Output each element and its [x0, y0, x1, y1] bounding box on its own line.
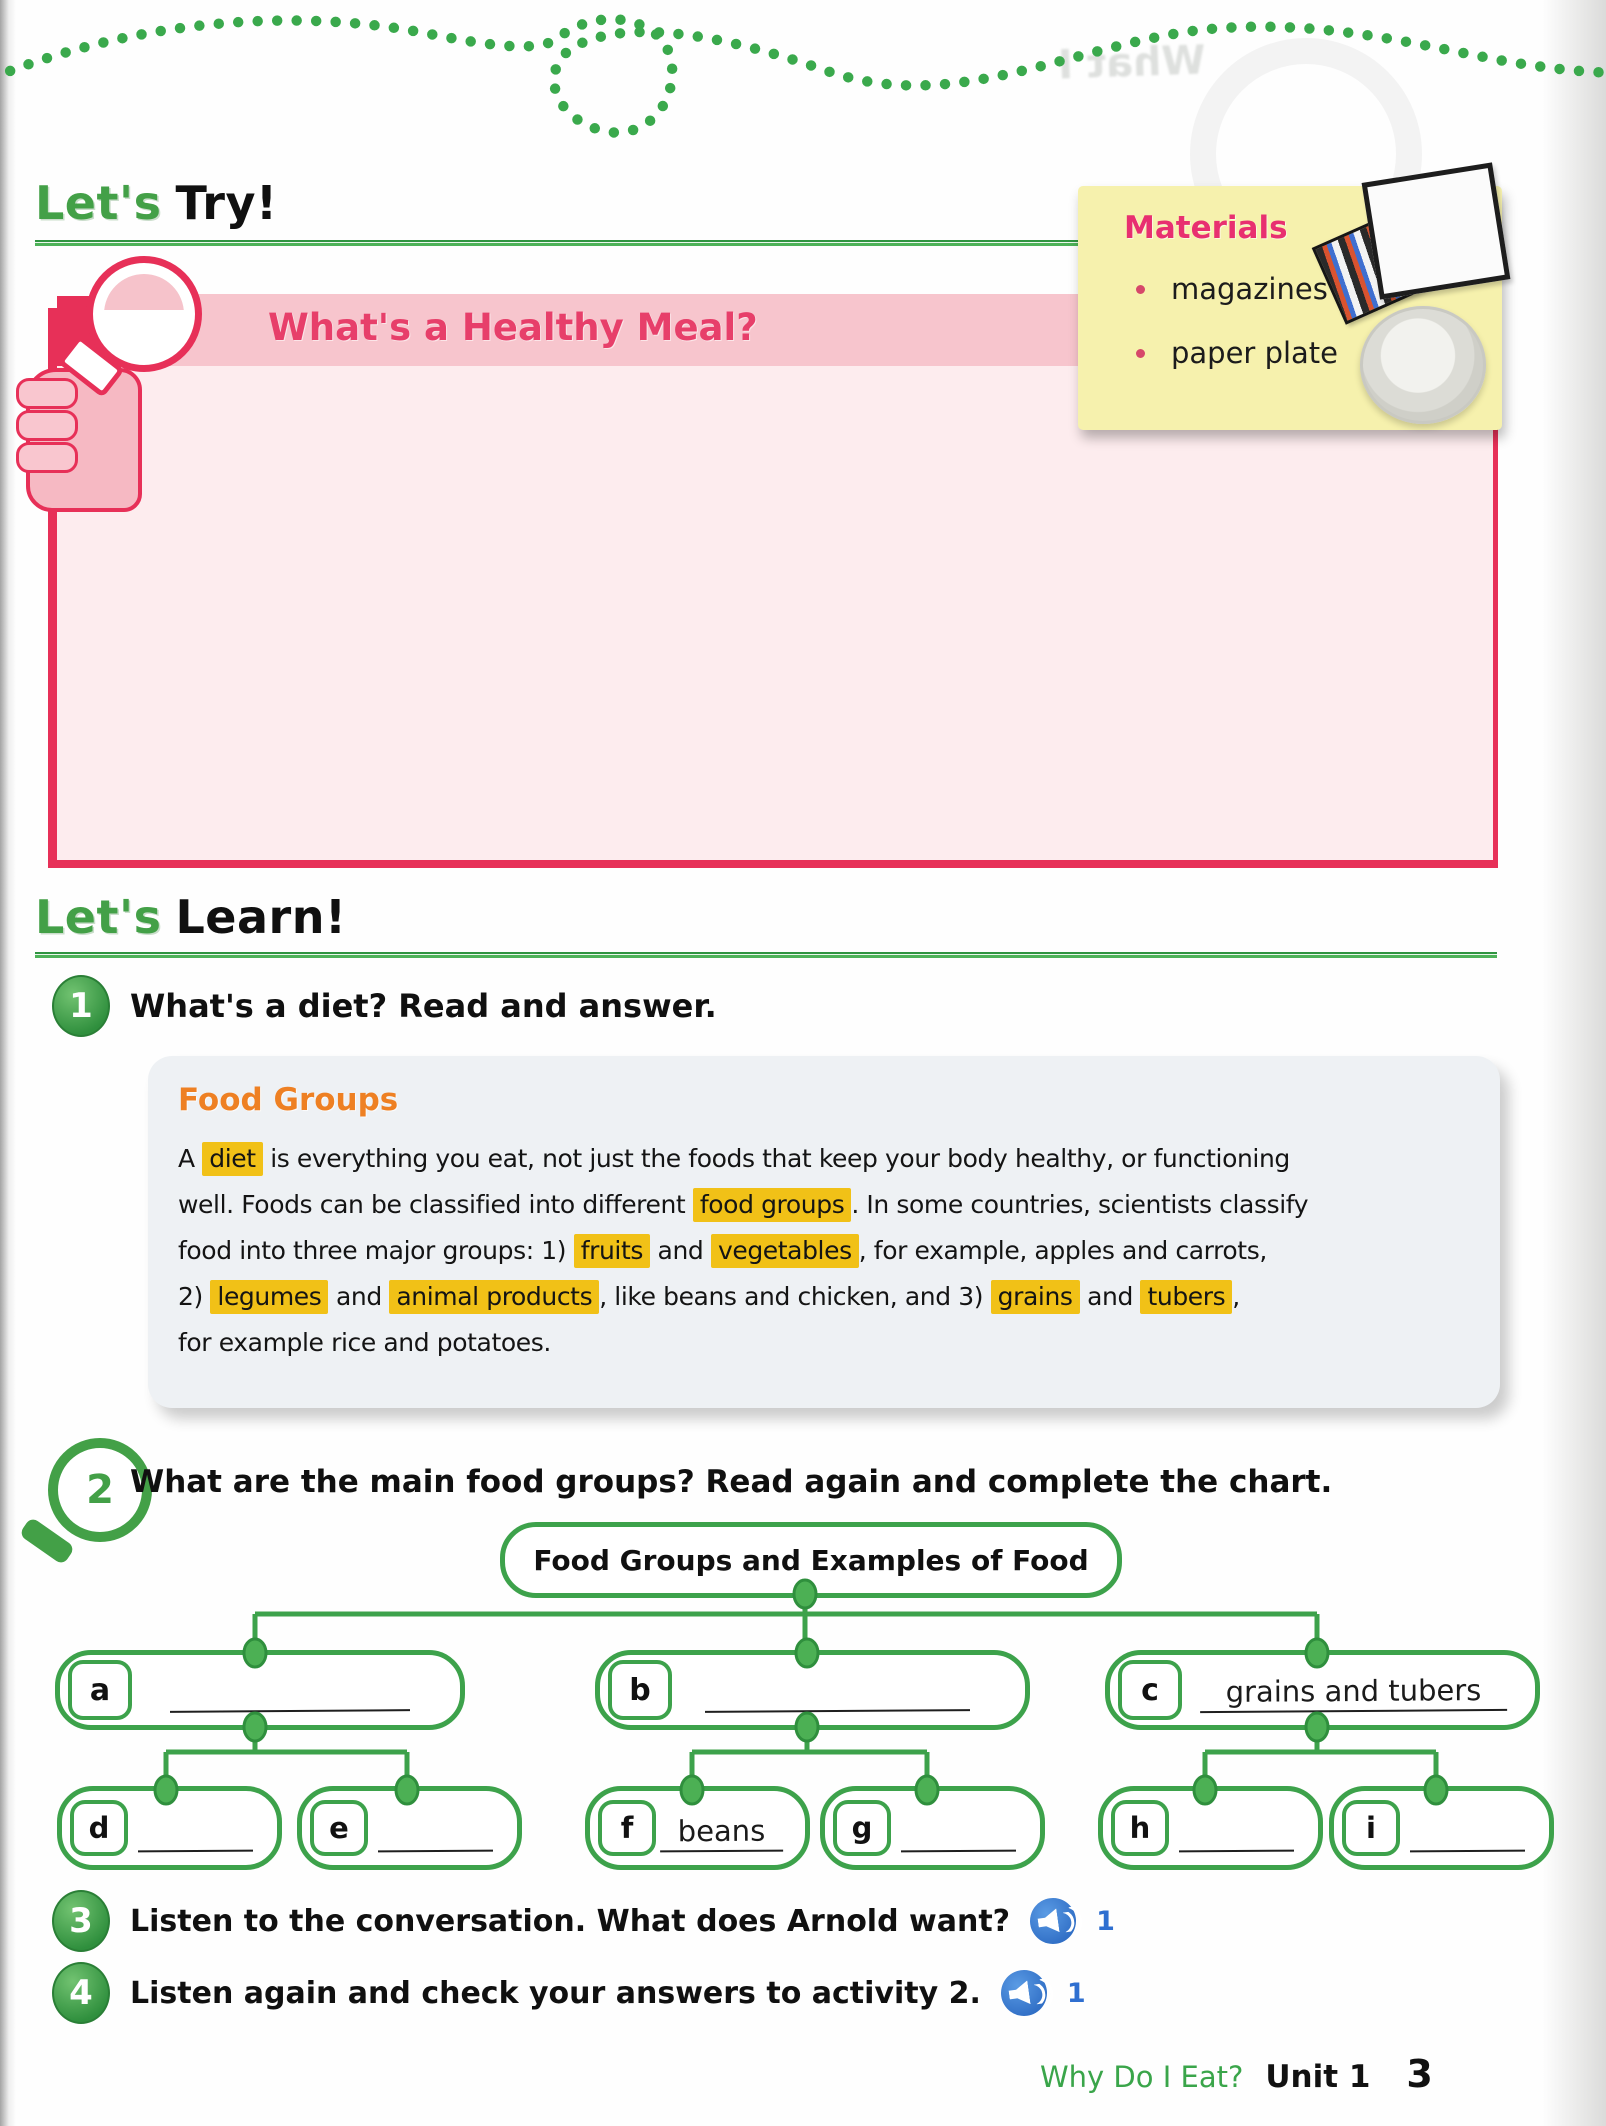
materials-item-row — [1136, 336, 1338, 370]
reading-line: well. Foods can be classified into different food groups . In some countries, scientists classify — [178, 1182, 1474, 1228]
chart-box-a — [55, 1650, 465, 1730]
chart-blank-a[interactable] — [170, 1707, 410, 1713]
materials-item-row — [1136, 272, 1328, 306]
reading-line: for example rice and potatoes. — [178, 1328, 551, 1357]
chart-box-letter: f — [598, 1800, 656, 1856]
materials-item: paper plate — [1171, 336, 1339, 370]
chart-box-d — [57, 1786, 282, 1870]
activity-4-row — [52, 1962, 1086, 2024]
footer-unit-label: Unit 1 — [1265, 2059, 1371, 2095]
finger-shape — [16, 410, 78, 441]
chart-blank-d[interactable] — [138, 1848, 253, 1853]
chart-title: Food Groups and Examples of Food — [500, 1522, 1122, 1598]
chart-blank-b[interactable] — [705, 1707, 970, 1713]
activity-title: What's a Healthy Meal? — [268, 306, 758, 349]
chart-box-letter: c — [1118, 1660, 1182, 1720]
lets-try-heading — [35, 176, 277, 230]
activity-number-badge: 3 — [52, 1890, 110, 1952]
reading-line: 2) legumes and animal products , like beans and chicken, and 3) grains and tubers , — [178, 1274, 1474, 1320]
chart-box-letter: a — [68, 1660, 132, 1720]
materials-title: Materials — [1124, 210, 1288, 246]
chart-box-g — [820, 1786, 1045, 1870]
activity-3-text: Listen to the conversation. What does Arnold want? — [130, 1903, 1011, 1939]
chart-box-h — [1098, 1786, 1323, 1870]
chart-blank-c[interactable]: grains and tubers — [1200, 1673, 1507, 1713]
activity-2-text: What are the main food groups? Read again and complete the chart. — [130, 1464, 1333, 1500]
finger-shape — [16, 378, 78, 409]
dotted-wave-decoration — [0, 0, 1606, 170]
lets-learn-rule — [35, 952, 1497, 958]
magnifier-hand-icon — [24, 250, 234, 520]
magazines-image — [1318, 170, 1508, 320]
chart-box-f — [585, 1786, 810, 1870]
reading-line: food into three major groups: 1) fruits and vegetables , for example, apples and carrots, — [178, 1228, 1474, 1274]
reading-passage-box — [148, 1056, 1500, 1408]
magazine-sheet-shape — [1362, 162, 1511, 299]
activity-4-text: Listen again and check your answers to activity 2. — [130, 1975, 981, 2011]
chart-box-letter: h — [1111, 1800, 1169, 1856]
materials-item: magazines — [1171, 272, 1328, 306]
speaker-icon — [1037, 1908, 1060, 1935]
bullet-dot — [1136, 349, 1145, 358]
chart-blank-h[interactable] — [1179, 1848, 1294, 1853]
lets-try-rule — [35, 240, 1093, 246]
reading-body — [178, 1136, 1474, 1366]
page-spine-shadow — [0, 0, 16, 2126]
bleed-through-watermark: What I — [1057, 37, 1207, 89]
audio-play-button[interactable] — [1027, 1895, 1079, 1947]
paper-plate-image — [1360, 306, 1486, 424]
lets-try-heading-black: Try! — [175, 176, 278, 230]
audio-track-number: 1 — [1096, 1905, 1115, 1937]
chart-box-letter: e — [310, 1800, 368, 1856]
activity-1-row — [52, 975, 717, 1037]
chart-box-letter: i — [1342, 1800, 1400, 1856]
footer-lesson-title: Why Do I Eat? — [1040, 2060, 1244, 2094]
chart-blank-f[interactable]: beans — [660, 1814, 783, 1853]
chart-box-c — [1105, 1650, 1540, 1730]
finger-shape — [16, 442, 78, 473]
magnifier-lens — [86, 256, 202, 372]
chart-blank-i[interactable] — [1410, 1848, 1525, 1853]
chart-box-i — [1329, 1786, 1554, 1870]
activity-number-badge: 4 — [52, 1962, 110, 2024]
activity-number-badge: 1 — [52, 975, 110, 1037]
reading-line: A diet is everything you eat, not just the foods that keep your body healthy, or functioning — [178, 1136, 1474, 1182]
chart-box-letter: g — [833, 1800, 891, 1856]
footer-page-number: 3 — [1406, 2052, 1433, 2096]
chart-box-letter: d — [70, 1800, 128, 1856]
bullet-dot — [1136, 285, 1145, 294]
reading-title: Food Groups — [178, 1082, 399, 1118]
page-edge-shade — [1542, 0, 1606, 2126]
chart-blank-e[interactable] — [378, 1848, 493, 1853]
magnifier-2-icon — [18, 1434, 148, 1594]
chart-blank-g[interactable] — [901, 1848, 1016, 1853]
audio-play-button[interactable] — [998, 1967, 1050, 2019]
chart-box-b — [595, 1650, 1030, 1730]
audio-track-number: 1 — [1066, 1977, 1086, 2009]
lets-learn-heading-green: Let's — [35, 890, 162, 944]
speaker-icon — [1007, 1980, 1030, 2007]
lets-learn-heading-black: Learn! — [175, 890, 347, 944]
materials-card — [1078, 186, 1502, 430]
lets-try-heading-green: Let's — [35, 176, 162, 230]
page-footer — [1040, 2052, 1433, 2096]
activity-3-row — [52, 1890, 1115, 1952]
lets-learn-heading — [35, 890, 346, 944]
chart-box-letter: b — [608, 1660, 672, 1720]
activity-number-badge: 2 — [48, 1438, 152, 1542]
chart-box-e — [297, 1786, 522, 1870]
activity-1-text: What's a diet? Read and answer. — [130, 987, 717, 1025]
